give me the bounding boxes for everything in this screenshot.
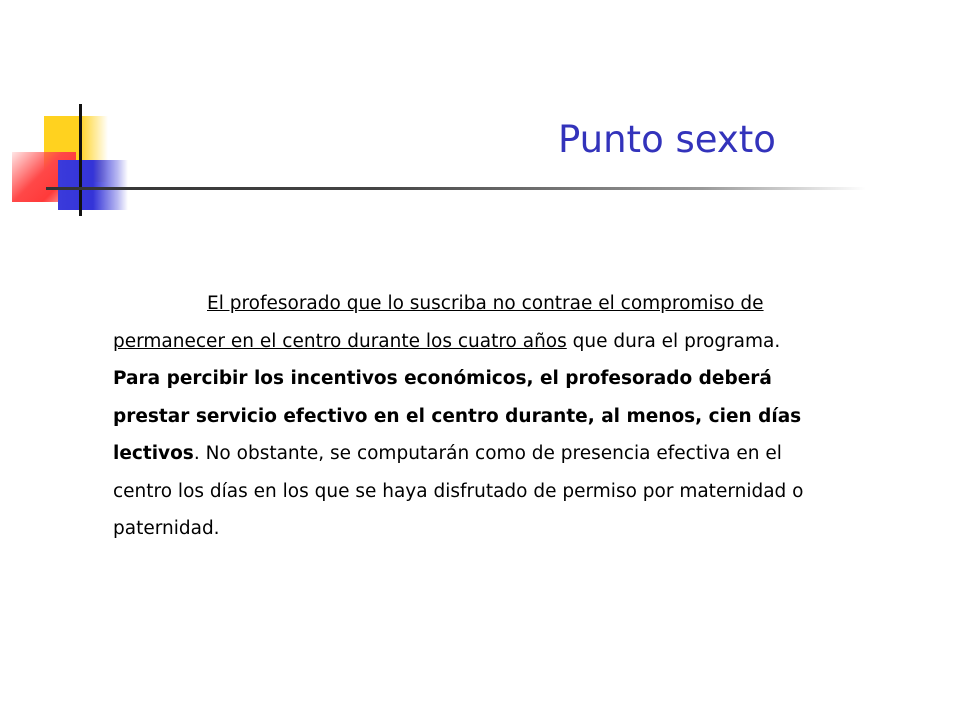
underlined-text: El profesorado que lo suscriba no contrae el compromiso de permanecer en el centro durante los cuatro años xyxy=(113,293,764,352)
corner-decoration xyxy=(0,0,880,230)
vertical-line-decoration xyxy=(79,104,82,216)
plain-text-1: que dura el programa. xyxy=(566,330,781,352)
blue-square-decoration xyxy=(58,160,128,210)
slide-title: Punto sexto xyxy=(558,118,776,161)
body-paragraph xyxy=(113,285,833,548)
bold-text: Para percibir los incentivos económicos, el profesorado deberá prestar servicio efectivo en el centro durante, al menos, cien días lectivos xyxy=(113,368,802,464)
horizontal-rule xyxy=(46,187,866,190)
plain-text-2: . No obstante, se computarán como de presencia efectiva en el centro los días en los que se haya disfrutado de permiso por maternidad o paternidad. xyxy=(113,443,804,539)
